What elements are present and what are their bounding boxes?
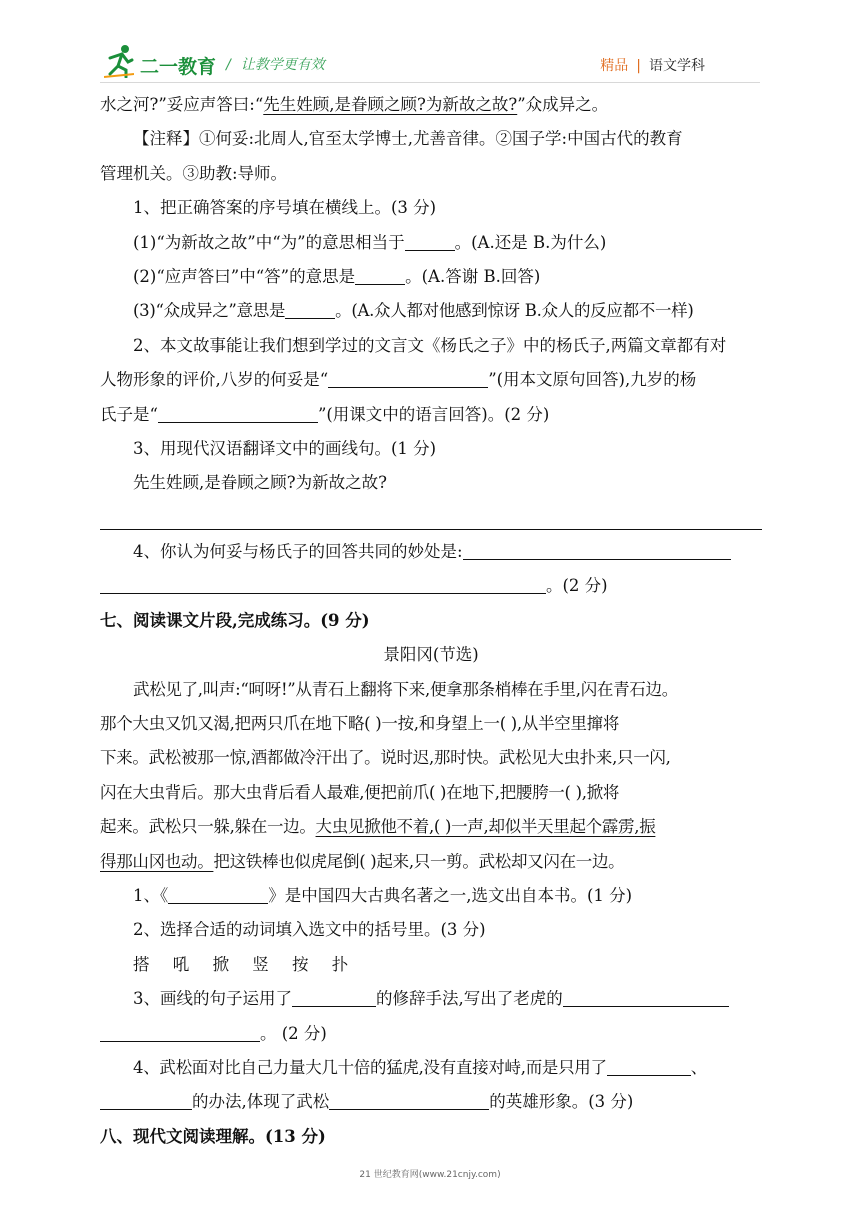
verb-option: 吼 xyxy=(172,954,190,974)
passage-line: 那个大虫又饥又渴,把两只爪在地下略( )一按,和身望上一( ),从半空里撺将 xyxy=(100,714,620,734)
annotation-note: 【注释】①何妥:北周人,官至太学博士,尤善音律。②国子学:中国古代的教育 xyxy=(133,129,683,149)
verb-options xyxy=(100,948,762,982)
question-2-cont: 氏子是“ ”(用课文中的语言回答)。(2 分) xyxy=(100,404,550,424)
verb-option: 掀 xyxy=(212,954,229,974)
slogan-slash: / xyxy=(226,57,231,73)
section-heading-8: 八、现代文阅读理解。(13 分) xyxy=(100,1126,326,1146)
question-2: 2、本文故事能让我们想到学过的文言文《杨氏之子》中的杨氏子,两篇文章都有对 xyxy=(133,335,727,355)
brand-subject: 语文学科 xyxy=(649,58,705,74)
header-divider xyxy=(100,82,760,83)
question-1-1: (1)“为新故之故”中“为”的意思相当于 。(A.还是 B.为什么) xyxy=(133,232,607,252)
answer-blank[interactable] xyxy=(158,404,318,423)
underlined-sentence: 得那山冈也动。 xyxy=(100,851,214,871)
verb-option: 扑 xyxy=(331,954,349,974)
passage-line: 闪在大虫背后。那大虫背后看人最难,便把前爪( )在地下,把腰胯一( ),掀将 xyxy=(100,782,620,802)
answer-blank[interactable] xyxy=(100,575,546,594)
question-1: 1、把正确答案的序号填在横线上。(3 分) xyxy=(133,198,437,218)
runner-logo-icon xyxy=(104,44,134,78)
answer-blank[interactable] xyxy=(285,300,335,319)
answer-blank[interactable] xyxy=(100,1023,260,1042)
page-footer: 21 世纪教育网(www.21cnjy.com) xyxy=(359,1170,501,1180)
verb-option: 按 xyxy=(292,954,309,974)
passage-line: 下来。武松被那一惊,酒都做冷汗出了。说时迟,那时快。武松见大虫扑来,只一闪, xyxy=(100,748,671,768)
question-3-sentence: 先生姓顾,是眷顾之顾?为新故之故? xyxy=(133,473,387,493)
annotation-note-cont: 管理机关。③助教:导师。 xyxy=(100,163,288,183)
slogan xyxy=(226,54,325,74)
section-heading-7: 七、阅读课文片段,完成练习。(9 分) xyxy=(100,610,370,630)
question-7-3: 3、画线的句子运用了 的修辞手法,写出了老虎的 xyxy=(100,982,762,1016)
answer-blank[interactable] xyxy=(292,988,376,1007)
passage-title: 景阳冈(节选) xyxy=(383,645,479,665)
answer-blank[interactable] xyxy=(405,232,455,251)
verb-option: 竖 xyxy=(252,954,269,974)
question-7-2: 2、选择合适的动词填入选文中的括号里。(3 分) xyxy=(133,920,486,940)
underlined-sentence: 大虫见掀他不着,( )一声,却似半天里起个霹雳,振 xyxy=(315,817,656,837)
verb-option: 搭 xyxy=(133,954,150,974)
answer-blank[interactable] xyxy=(329,1091,489,1110)
answer-blank[interactable] xyxy=(355,266,405,285)
question-7-4: 4、武松面对比自己力量大几十倍的猛虎,没有直接对峙,而是只用了 、 xyxy=(133,1057,707,1077)
passage-line: 起来。武松只一躲,躲在一边。大虫见掀他不着,( )一声,却似半天里起个霹雳,振 xyxy=(100,817,656,837)
logo-text: 二一教育 xyxy=(140,56,217,78)
brand-label xyxy=(600,55,705,75)
underlined-sentence: 先生姓顾,是眷顾之顾?为新故之故? xyxy=(263,95,518,114)
question-7-1: 1、《 》是中国四大古典名著之一,选文出自本书。(1 分) xyxy=(133,885,633,905)
answer-blank[interactable] xyxy=(328,369,488,388)
question-7-3-cont: 。 (2 分) xyxy=(100,1017,762,1051)
passage-line: 武松见了,叫声:“呵呀!”从青石上翻将下来,便拿那条梢棒在手里,闪在青石边。 xyxy=(133,679,678,699)
slogan-text: 让教学更有效 xyxy=(240,57,325,73)
question-1-3: (3)“众成异之”意思是 。(A.众人都对他感到惊讶 B.众人的反应都不一样) xyxy=(133,301,694,321)
answer-blank[interactable] xyxy=(100,1091,192,1110)
answer-line[interactable] xyxy=(100,501,762,535)
question-4: 4、你认为何妥与杨氏子的回答共同的妙处是: xyxy=(100,535,762,569)
answer-blank[interactable] xyxy=(168,885,268,904)
brand-premium: 精品 xyxy=(600,58,629,74)
worksheet-body xyxy=(100,88,762,1154)
question-4-cont: 。(2 分) xyxy=(100,569,762,603)
question-1-2: (2)“应声答曰”中“答”的意思是 。(A.答谢 B.回答) xyxy=(133,266,541,286)
question-7-4-cont: 的办法,体现了武松 的英雄形象。(3 分) xyxy=(100,1085,762,1119)
answer-blank[interactable] xyxy=(563,988,729,1007)
page-header xyxy=(0,0,860,86)
answer-blank[interactable] xyxy=(463,541,731,560)
answer-blank[interactable] xyxy=(607,1057,691,1076)
passage-line: 得那山冈也动。把这铁棒也似虎尾倒( )起来,只一剪。武松却又闪在一边。 xyxy=(100,851,625,871)
question-2-cont: 人物形象的评价,八岁的何妥是“ ”(用本文原句回答),九岁的杨 xyxy=(100,370,697,390)
brand-separator: | xyxy=(636,58,641,74)
question-3: 3、用现代汉语翻译文中的画线句。(1 分) xyxy=(133,438,437,458)
text-line: 水之河?”妥应声答曰:“先生姓顾,是眷顾之顾?为新故之故?”众成异之。 xyxy=(100,95,609,114)
